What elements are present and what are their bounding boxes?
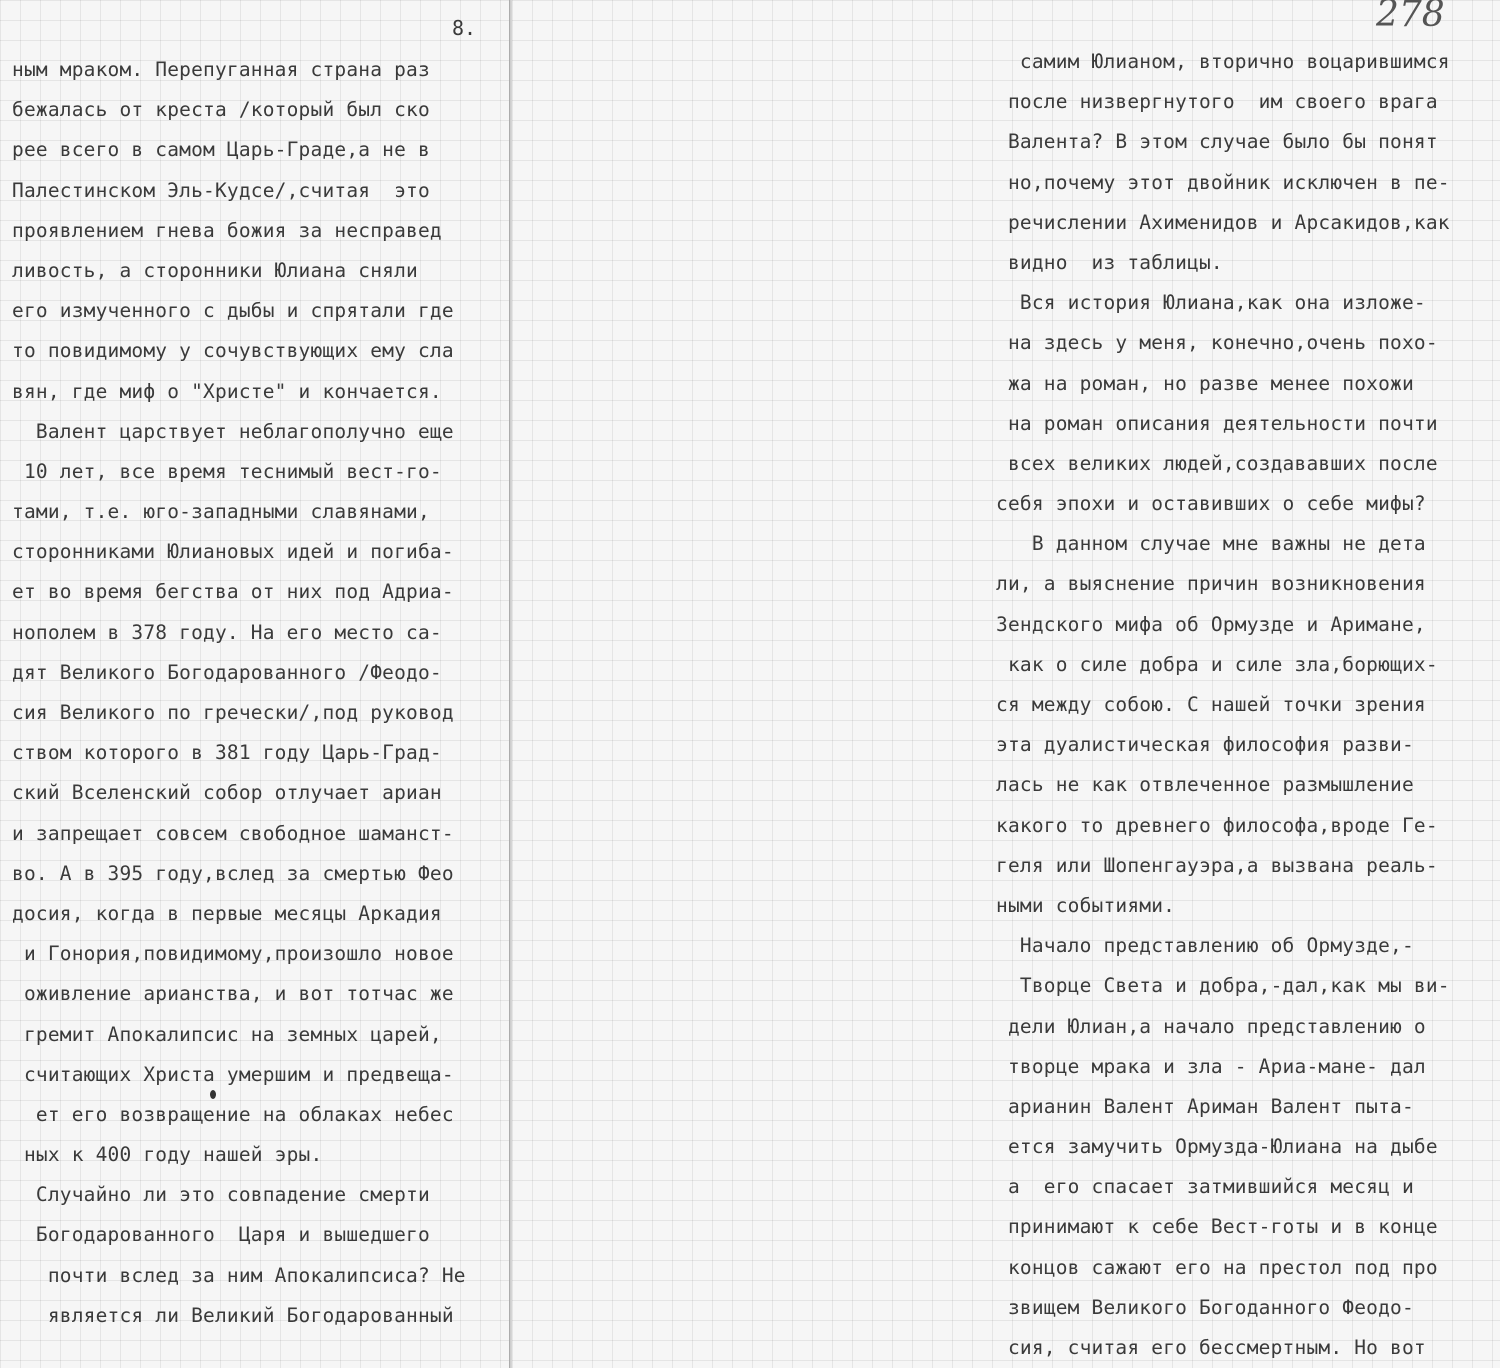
text-line: на роман описания деятельности почти — [996, 411, 1438, 435]
text-line: ным мраком. Перепуганная страна раз — [12, 58, 430, 81]
text-line: Зендского мифа об Ормуздe и Аримане, — [996, 612, 1426, 636]
text-line: самим Юлианом, вторично воцарившимся — [996, 50, 1450, 73]
text-line: то повидимому у сочувствующих ему сла — [12, 339, 454, 363]
text-line: Богодарованного Царя и вышедшего — [12, 1223, 430, 1247]
left-page — [0, 0, 510, 1368]
text-line: гремит Апокалипсис на земных царей, — [12, 1022, 442, 1046]
text-line: тами, т.е. юго-западными славянами, — [12, 500, 430, 524]
text-line: речислении Ахименидов и Арсакидов,как — [996, 210, 1450, 234]
text-line: видно из таблицы. — [996, 250, 1223, 274]
text-line: но,почему этот двойник исключен в пе- — [996, 170, 1450, 194]
text-line: Палестинском Эль-Кудсе/,считая это — [12, 178, 430, 202]
text-line: звищем Великого Богоданного Феодо- — [996, 1295, 1414, 1319]
text-line: нополем в 378 году. На его место са- — [12, 620, 442, 644]
text-line: В данном случае мне важны не дета — [996, 532, 1426, 556]
text-line: Валент царствует неблагополучно еще — [12, 419, 454, 443]
text-line: досия, когда в первые месяцы Аркадия — [12, 901, 442, 925]
text-line: жа на роман, но разве менее похожи — [996, 371, 1414, 395]
text-line: ский Вселенский собор отлучает ариан — [12, 781, 442, 805]
text-line: эта дуалистическая философия разви- — [996, 733, 1414, 757]
text-line: концов сажают его на престол под про — [996, 1255, 1438, 1279]
text-line: Творце Света и добра,-дал,как мы ви- — [996, 974, 1450, 998]
text-line: сия, считая его бессмертным. Но вот — [996, 1336, 1426, 1359]
text-line: вян, где миф о "Христе" и кончается. — [12, 379, 442, 403]
text-line: почти вслед за ним Апокалипсиса? Не — [12, 1263, 466, 1287]
text-line: и запрещает совсем свободное шаманст- — [12, 821, 454, 845]
text-line: сторонниками Юлиановых идей и погиба- — [12, 540, 454, 564]
text-line: себя эпохи и оставивших о себе мифы? — [996, 492, 1426, 516]
text-line: дят Великого Богодарованного /Феодо- — [12, 660, 442, 684]
text-line: ется замучить Ормузда-Юлиана на дыбе — [996, 1135, 1438, 1159]
text-line: после низвергнутого им своего врага — [996, 90, 1438, 114]
text-line: Вся история Юлиана,как она изложе- — [996, 291, 1426, 315]
text-line: какого то древнего философа,вроде Ге- — [996, 813, 1438, 837]
text-line: на здесь у меня, конечно,очень похо- — [996, 331, 1438, 355]
text-line: ством которого в 381 году Царь-Град- — [12, 741, 442, 765]
ink-speck — [210, 1090, 216, 1099]
text-line: оживление арианства, и вот тотчас же — [12, 982, 454, 1006]
text-line: геля или Шопенгауэра,а вызвана реаль- — [996, 853, 1438, 877]
text-line: считающих Христа умершим и предвеща- — [12, 1062, 454, 1086]
text-line: ет во время бегства от них под Адриа- — [12, 580, 454, 604]
text-line: ли, а выяснение причин возникновения — [996, 572, 1426, 596]
text-line: и Гонория,повидимому,произошло новое — [12, 942, 454, 966]
text-line: арианин Валент Ариман Валент пыта- — [996, 1094, 1414, 1118]
text-line: творце мрака и зла - Ариа-мане- дал — [996, 1054, 1426, 1078]
text-line: его измученного с дыбы и спрятали где — [12, 299, 454, 323]
text-line: проявлением гнева божия за несправед — [12, 218, 442, 242]
text-line: всех великих людей,создававших после — [996, 451, 1438, 475]
text-line: принимают к себе Вест-готы и в конце — [996, 1215, 1438, 1239]
text-line: а его спасает затмившийся месяц и — [996, 1175, 1414, 1199]
text-line: ет его возвращение на облаках небес — [12, 1102, 454, 1126]
text-line: ся между собою. С нашей точки зрения — [996, 693, 1426, 716]
text-line: Начало представлению об Ормузде,- — [996, 934, 1414, 958]
text-line: 10 лет, все время теснимый вест-го- — [12, 459, 442, 483]
right-page — [512, 0, 1500, 1368]
text-line: Случайно ли это совпадение смерти — [12, 1183, 430, 1207]
left-text-lines — [12, 50, 508, 1336]
text-line: как о силе добра и силе зла,борющих- — [996, 652, 1438, 676]
text-line: дели Юлиан,а начало представлению о — [996, 1014, 1426, 1038]
text-line: бежалась от креста /который был ско — [12, 98, 430, 122]
page-number: 8. — [452, 16, 477, 40]
text-line: ных к 400 году нашей эры. — [12, 1143, 323, 1167]
text-line: ными событиями. — [996, 893, 1176, 917]
text-line: во. А в 395 году,вслед за смертью Фео — [12, 861, 454, 885]
text-line: рее всего в самом Царь-Граде,а не в — [12, 138, 430, 162]
text-line: сия Великого по гречески/,под руковод — [12, 701, 454, 724]
text-line: Валента? В этом случае было бы понят — [996, 130, 1438, 154]
right-text-lines — [996, 42, 1496, 1368]
text-line: ливость, а сторонники Юлиана сняли — [12, 258, 418, 282]
text-line: лась не как отвлеченное размышление — [996, 773, 1414, 797]
archive-page-stamp: 278 — [1376, 0, 1445, 35]
text-line: является ли Великий Богодарованный — [12, 1303, 454, 1327]
